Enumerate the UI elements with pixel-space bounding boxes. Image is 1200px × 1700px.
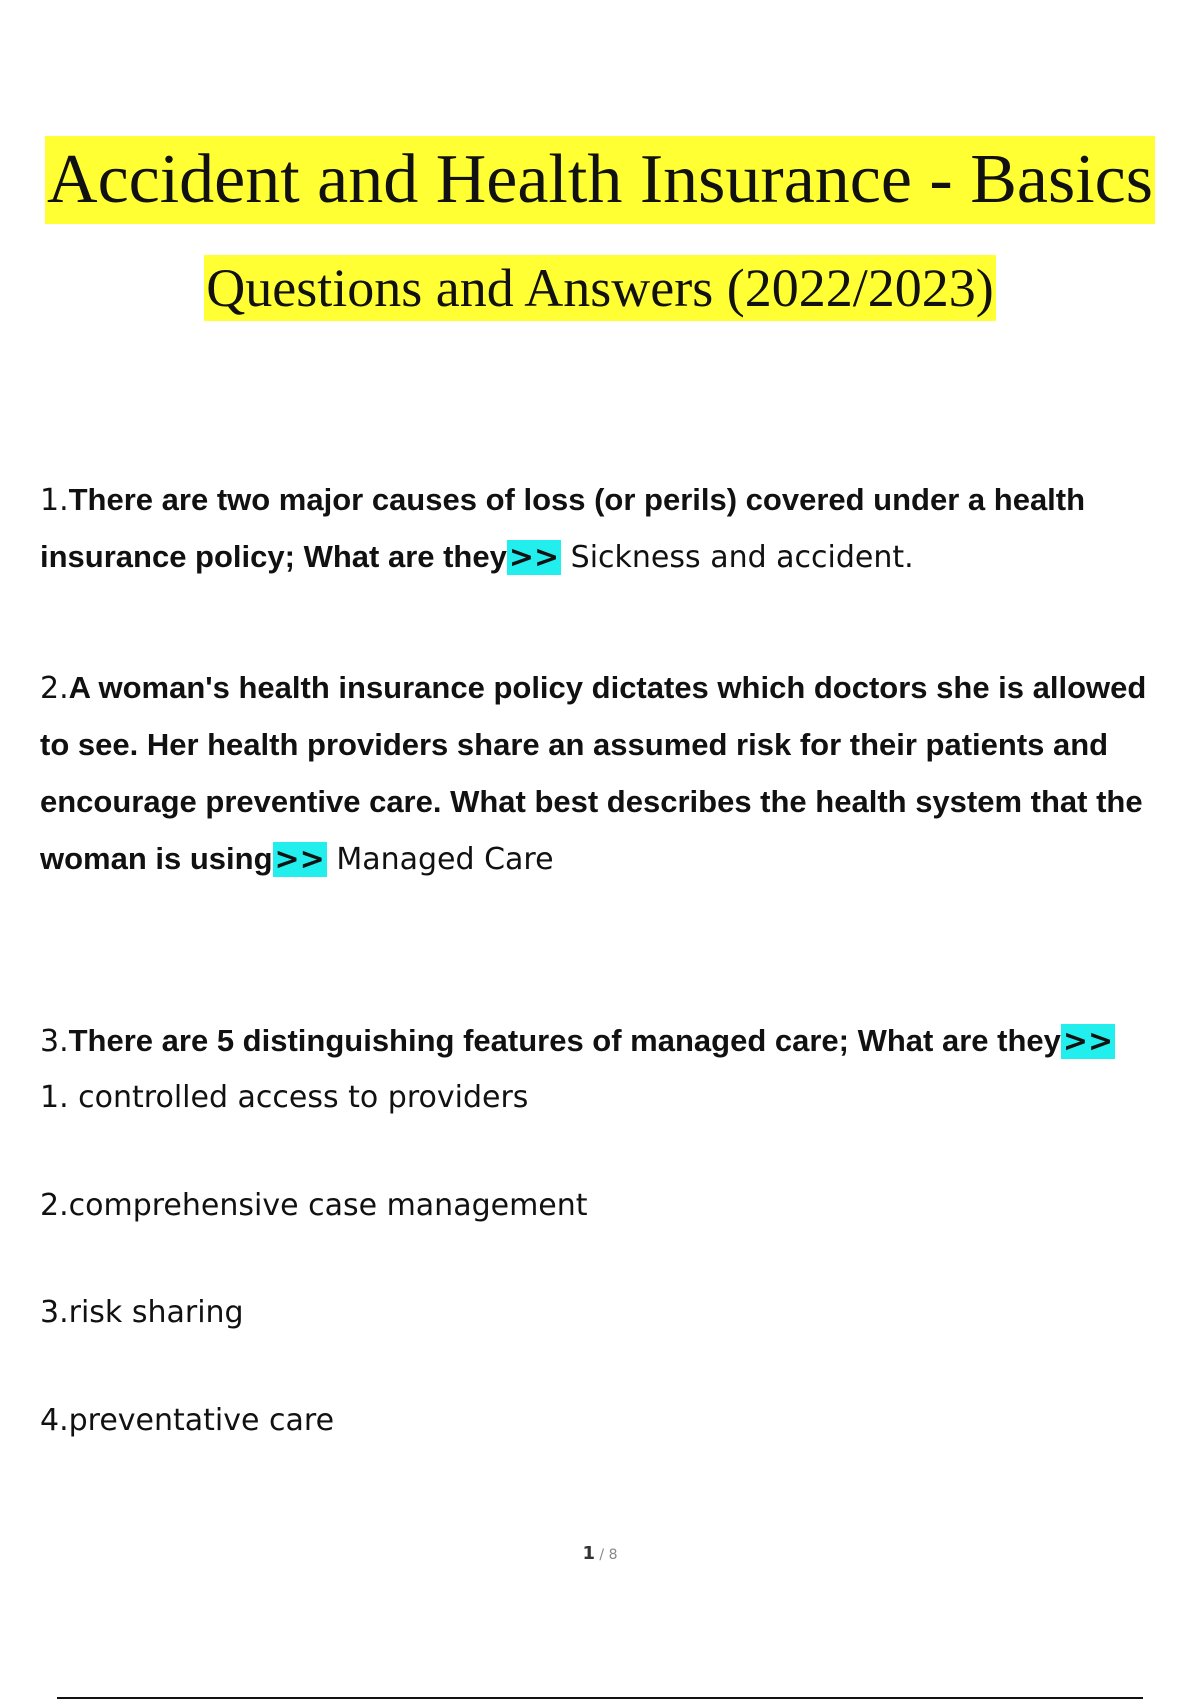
feature-number: 2.: [40, 1188, 69, 1223]
answer-arrow: >>: [508, 540, 560, 575]
title-block: [0, 136, 1200, 224]
feature-item: [40, 1293, 244, 1333]
answer-text: Managed Care: [326, 842, 554, 877]
question-3: [40, 1013, 1170, 1126]
question-text: There are 5 distinguishing features of managed care; What are they: [68, 1023, 1061, 1058]
feature-item: [40, 1186, 588, 1226]
answer-text: 1. controlled access to providers: [40, 1080, 529, 1115]
feature-item: [40, 1401, 334, 1441]
document-subtitle: Questions and Answers (2022/2023): [204, 255, 995, 321]
question-number: 3.: [40, 1024, 69, 1059]
feature-number: 4.: [40, 1403, 69, 1438]
subtitle-block: [0, 255, 1200, 321]
question-number: 1.: [40, 483, 69, 518]
total-pages: 8: [608, 1547, 618, 1563]
question-text: There are two major causes of loss (or perils) covered under a health insurance policy; What are they: [40, 482, 1086, 574]
feature-number: 3.: [40, 1295, 69, 1330]
page-separator: /: [594, 1547, 609, 1563]
feature-text: comprehensive case management: [68, 1188, 588, 1223]
question-1: [40, 472, 1170, 586]
current-page: 1: [582, 1543, 595, 1564]
feature-text: risk sharing: [68, 1295, 244, 1330]
answer-arrow: >>: [274, 842, 325, 877]
document-title: Accident and Health Insurance - Basics: [45, 136, 1155, 224]
bottom-divider: [57, 1697, 1143, 1699]
feature-text: preventative care: [68, 1403, 335, 1438]
answer-text: Sickness and accident.: [561, 540, 914, 575]
question-number: 2.: [40, 671, 69, 706]
question-text: A woman's health insurance policy dictates which doctors she is allowed to see. Her health providers share an assumed risk for their patients and encourage preventive care. What best describes the health system that the woman is using: [40, 670, 1147, 876]
page-number: [0, 1543, 1200, 1564]
question-2: [40, 660, 1170, 888]
answer-arrow: >>: [1062, 1024, 1114, 1059]
